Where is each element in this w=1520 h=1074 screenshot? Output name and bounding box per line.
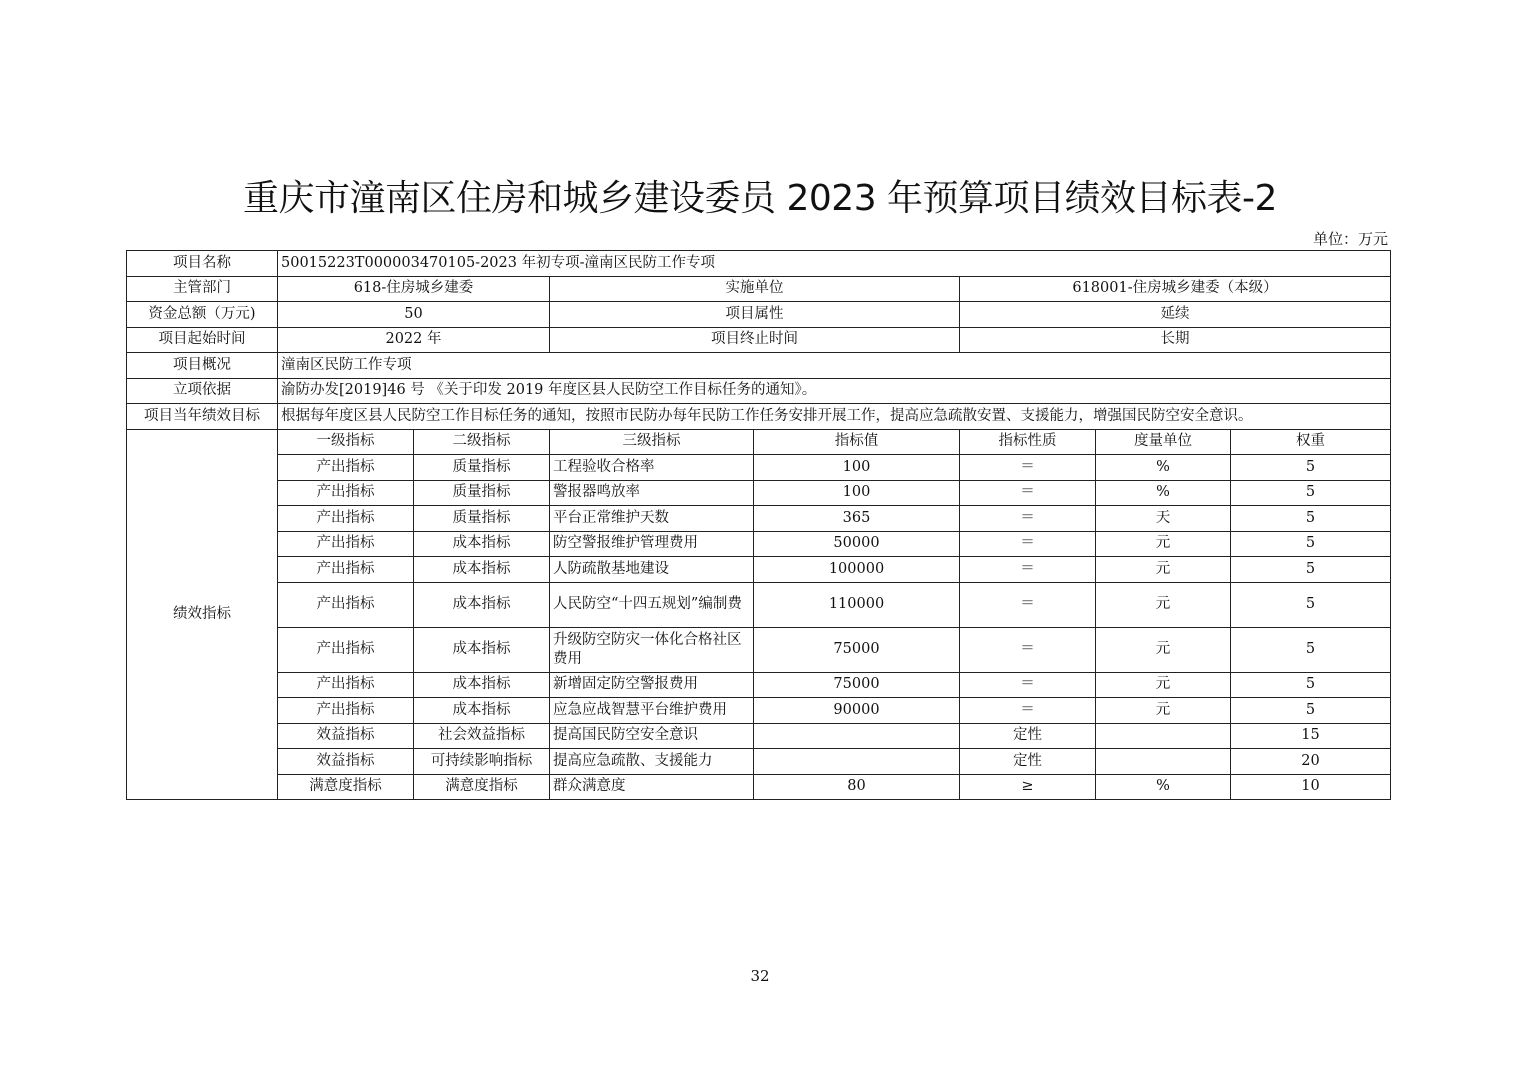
attr-value: 延续: [960, 302, 1391, 328]
cell-weight: 5: [1231, 672, 1391, 698]
cell-nature: ＝: [960, 531, 1096, 557]
header-cell: 三级指标: [550, 429, 754, 455]
cell-unit: [1096, 723, 1231, 749]
start-label: 项目起始时间: [127, 327, 278, 353]
unit-label: 单位：万元: [1312, 230, 1388, 248]
cell-l3: 工程验收合格率: [550, 455, 754, 481]
basis-value: 渝防办发[2019]46 号 《关于印发 2019 年度区县人民防空工作目标任务的通知》。: [278, 378, 1391, 404]
header-cell: 一级指标: [278, 429, 414, 455]
table-row: [127, 698, 1391, 724]
row-basis: [127, 378, 1391, 404]
table-row: [127, 627, 1391, 672]
dept-label: 主管部门: [127, 276, 278, 302]
goal-value: 根据每年度区县人民防空工作目标任务的通知，按照市民防办每年民防工作任务安排开展工作，提高应急疏散安置、支援能力，增强国民防空安全意识。: [278, 404, 1391, 430]
cell-l1: 效益指标: [278, 723, 414, 749]
impl-value: 618001-住房城乡建委（本级）: [960, 276, 1391, 302]
cell-l2: 成本指标: [414, 698, 550, 724]
cell-l1: 产出指标: [278, 531, 414, 557]
perf-label: 绩效指标: [127, 429, 278, 800]
cell-value: 100: [754, 455, 960, 481]
cell-l2: 成本指标: [414, 531, 550, 557]
cell-l1: 产出指标: [278, 557, 414, 583]
cell-l2: 质量指标: [414, 480, 550, 506]
cell-nature: ＝: [960, 672, 1096, 698]
table-row: [127, 506, 1391, 532]
table-row: [127, 557, 1391, 583]
header-cell: 指标值: [754, 429, 960, 455]
row-dept: [127, 276, 1391, 302]
table-row: [127, 582, 1391, 627]
cell-nature: ＝: [960, 582, 1096, 627]
row-overview: [127, 353, 1391, 379]
project-name-value: 50015223T000003470105-2023 年初专项-潼南区民防工作专项: [278, 251, 1391, 277]
row-indicator-header: [127, 429, 1391, 455]
cell-nature: ＝: [960, 455, 1096, 481]
table-row: [127, 723, 1391, 749]
overview-value: 潼南区民防工作专项: [278, 353, 1391, 379]
table-row: [127, 455, 1391, 481]
row-project-name: [127, 251, 1391, 277]
page-title: 重庆市潼南区住房和城乡建设委员 2023 年预算项目绩效目标表-2: [243, 178, 1277, 219]
cell-unit: %: [1096, 774, 1231, 800]
end-value: 长期: [960, 327, 1391, 353]
cell-l3: 提高国民防空安全意识: [550, 723, 754, 749]
cell-l3: 平台正常维护天数: [550, 506, 754, 532]
cell-l2: 社会效益指标: [414, 723, 550, 749]
dept-value: 618-住房城乡建委: [278, 276, 550, 302]
cell-nature: 定性: [960, 749, 1096, 775]
cell-value: [754, 723, 960, 749]
performance-table: [126, 250, 1391, 800]
row-goal: [127, 404, 1391, 430]
cell-unit: [1096, 749, 1231, 775]
cell-nature: ＝: [960, 506, 1096, 532]
cell-l1: 产出指标: [278, 506, 414, 532]
cell-unit: 天: [1096, 506, 1231, 532]
cell-l2: 可持续影响指标: [414, 749, 550, 775]
cell-weight: 5: [1231, 531, 1391, 557]
cell-l3: 警报器鸣放率: [550, 480, 754, 506]
cell-l1: 产出指标: [278, 582, 414, 627]
cell-l1: 产出指标: [278, 480, 414, 506]
cell-l1: 产出指标: [278, 455, 414, 481]
cell-value: 80: [754, 774, 960, 800]
header-cell: 二级指标: [414, 429, 550, 455]
cell-unit: 元: [1096, 531, 1231, 557]
impl-label: 实施单位: [550, 276, 960, 302]
cell-l3: 群众满意度: [550, 774, 754, 800]
table-row: [127, 749, 1391, 775]
cell-unit: 元: [1096, 557, 1231, 583]
cell-nature: 定性: [960, 723, 1096, 749]
cell-value: 90000: [754, 698, 960, 724]
cell-unit: 元: [1096, 672, 1231, 698]
cell-l3: 应急应战智慧平台维护费用: [550, 698, 754, 724]
cell-weight: 5: [1231, 557, 1391, 583]
cell-value: 365: [754, 506, 960, 532]
row-fund: [127, 302, 1391, 328]
cell-l2: 成本指标: [414, 582, 550, 627]
cell-l2: 质量指标: [414, 455, 550, 481]
cell-nature: ＝: [960, 480, 1096, 506]
cell-l3: 升级防空防灾一体化合格社区费用: [550, 627, 754, 672]
cell-l1: 效益指标: [278, 749, 414, 775]
page-number: 32: [750, 967, 770, 985]
cell-value: 50000: [754, 531, 960, 557]
basis-label: 立项依据: [127, 378, 278, 404]
header-cell: 指标性质: [960, 429, 1096, 455]
cell-unit: %: [1096, 480, 1231, 506]
table-row: [127, 480, 1391, 506]
cell-l3: 人民防空“十四五规划”编制费: [550, 582, 754, 627]
cell-l2: 成本指标: [414, 557, 550, 583]
cell-value: [754, 749, 960, 775]
cell-weight: 5: [1231, 455, 1391, 481]
cell-unit: 元: [1096, 627, 1231, 672]
cell-l2: 成本指标: [414, 627, 550, 672]
cell-l1: 产出指标: [278, 698, 414, 724]
attr-label: 项目属性: [550, 302, 960, 328]
goal-label: 项目当年绩效目标: [127, 404, 278, 430]
cell-weight: 5: [1231, 627, 1391, 672]
header-cell: 度量单位: [1096, 429, 1231, 455]
cell-unit: 元: [1096, 698, 1231, 724]
cell-nature: ＝: [960, 627, 1096, 672]
cell-l2: 满意度指标: [414, 774, 550, 800]
cell-l1: 产出指标: [278, 672, 414, 698]
header-cell: 权重: [1231, 429, 1391, 455]
table-row: [127, 672, 1391, 698]
cell-l3: 人防疏散基地建设: [550, 557, 754, 583]
cell-l3: 新增固定防空警报费用: [550, 672, 754, 698]
cell-weight: 10: [1231, 774, 1391, 800]
overview-label: 项目概况: [127, 353, 278, 379]
cell-nature: ≥: [960, 774, 1096, 800]
cell-unit: %: [1096, 455, 1231, 481]
cell-value: 75000: [754, 627, 960, 672]
cell-unit: 元: [1096, 582, 1231, 627]
start-value: 2022 年: [278, 327, 550, 353]
table-row: [127, 774, 1391, 800]
cell-weight: 5: [1231, 480, 1391, 506]
cell-l1: 满意度指标: [278, 774, 414, 800]
cell-weight: 5: [1231, 698, 1391, 724]
cell-value: 100000: [754, 557, 960, 583]
project-name-label: 项目名称: [127, 251, 278, 277]
cell-value: 100: [754, 480, 960, 506]
cell-weight: 5: [1231, 582, 1391, 627]
row-time: [127, 327, 1391, 353]
cell-l2: 成本指标: [414, 672, 550, 698]
cell-l3: 提高应急疏散、支援能力: [550, 749, 754, 775]
cell-l3: 防空警报维护管理费用: [550, 531, 754, 557]
table-row: [127, 531, 1391, 557]
cell-weight: 15: [1231, 723, 1391, 749]
end-label: 项目终止时间: [550, 327, 960, 353]
cell-l1: 产出指标: [278, 627, 414, 672]
cell-weight: 20: [1231, 749, 1391, 775]
cell-weight: 5: [1231, 506, 1391, 532]
cell-value: 110000: [754, 582, 960, 627]
cell-nature: ＝: [960, 698, 1096, 724]
cell-value: 75000: [754, 672, 960, 698]
cell-nature: ＝: [960, 557, 1096, 583]
fund-value: 50: [278, 302, 550, 328]
cell-l2: 质量指标: [414, 506, 550, 532]
fund-label: 资金总额（万元): [127, 302, 278, 328]
